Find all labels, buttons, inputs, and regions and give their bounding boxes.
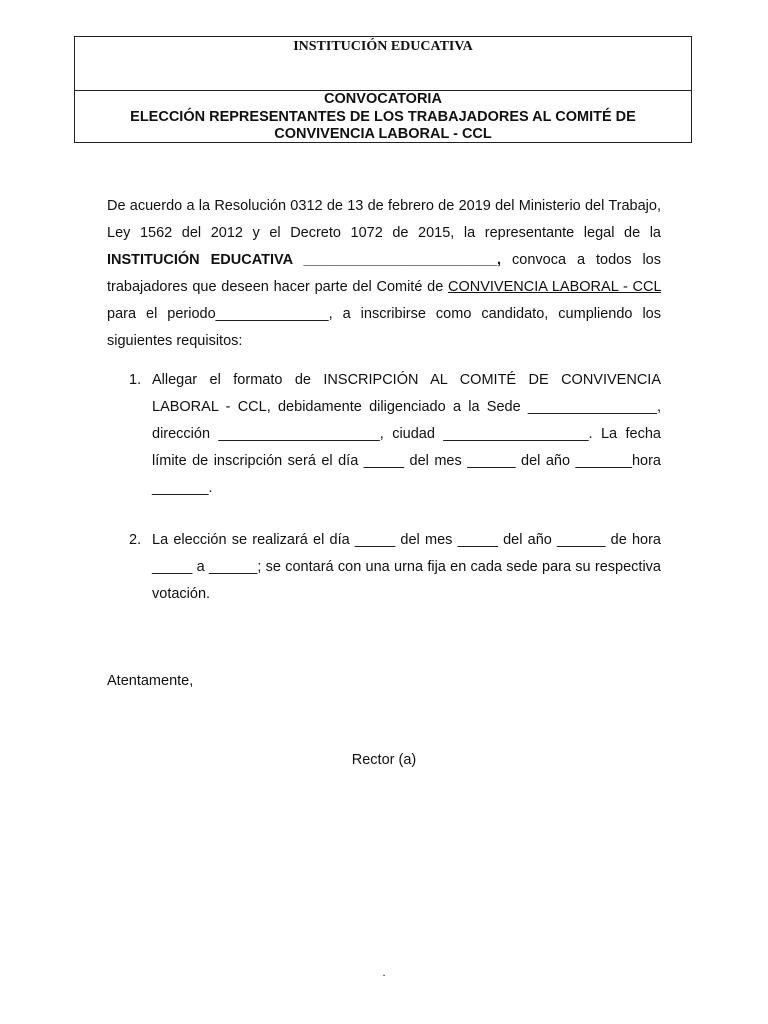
closing-salutation: Atentamente, — [107, 673, 194, 689]
header-table — [74, 36, 692, 143]
requirement-item — [107, 367, 661, 502]
intro-text-3: para el periodo______________, a inscribirse como candidato, cumpliendo los siguientes requisitos: — [107, 306, 661, 349]
header-institution-row — [75, 37, 691, 91]
requirement-text: Allegar el formato de INSCRIPCIÓN AL COMITÉ DE CONVIVENCIA LABORAL - CCL, debidamente diligenciado a la Sede ________________, dirección ____________________, ciudad __________________. La fecha límite de inscripción será el día _____ del mes ______ del año _______hora _______. — [152, 372, 661, 496]
document-type-title: CONVOCATORIA — [324, 91, 442, 107]
intro-text-1: De acuerdo a la Resolución 0312 de 13 de febrero de 2019 del Ministerio del Trabajo, Ley 1562 del 2012 y el Decreto 1072 de 2015, la representante legal de la — [107, 198, 661, 241]
document-subject-line1: ELECCIÓN REPRESENTANTES DE LOS TRABAJADORES AL COMITÉ DE — [130, 108, 636, 125]
institution-title: INSTITUCIÓN EDUCATIVA — [293, 39, 473, 54]
signature-line: Rector (a) — [351, 752, 417, 768]
footer-mark: . — [382, 965, 386, 979]
intro-paragraph — [107, 193, 661, 355]
intro-institution-bold: INSTITUCIÓN EDUCATIVA ________________________, — [107, 252, 502, 268]
requirement-number: 2. — [129, 532, 142, 548]
requirement-text: La elección se realizará el día _____ del mes _____ del año ______ de hora _____ a ______; se contará con una urna fija en cada sede para su respectiva votación. — [152, 532, 661, 602]
intro-committee-underlined: CONVIVENCIA LABORAL - CCL — [448, 279, 661, 295]
intro-text-2: convoca a todos los trabajadores que deseen hacer parte del Comité de — [107, 252, 661, 295]
requirement-number: 1. — [129, 372, 142, 388]
requirement-item — [107, 527, 661, 608]
header-title-row — [75, 91, 691, 144]
document-subject-line2: CONVIVENCIA LABORAL - CCL — [274, 126, 492, 142]
